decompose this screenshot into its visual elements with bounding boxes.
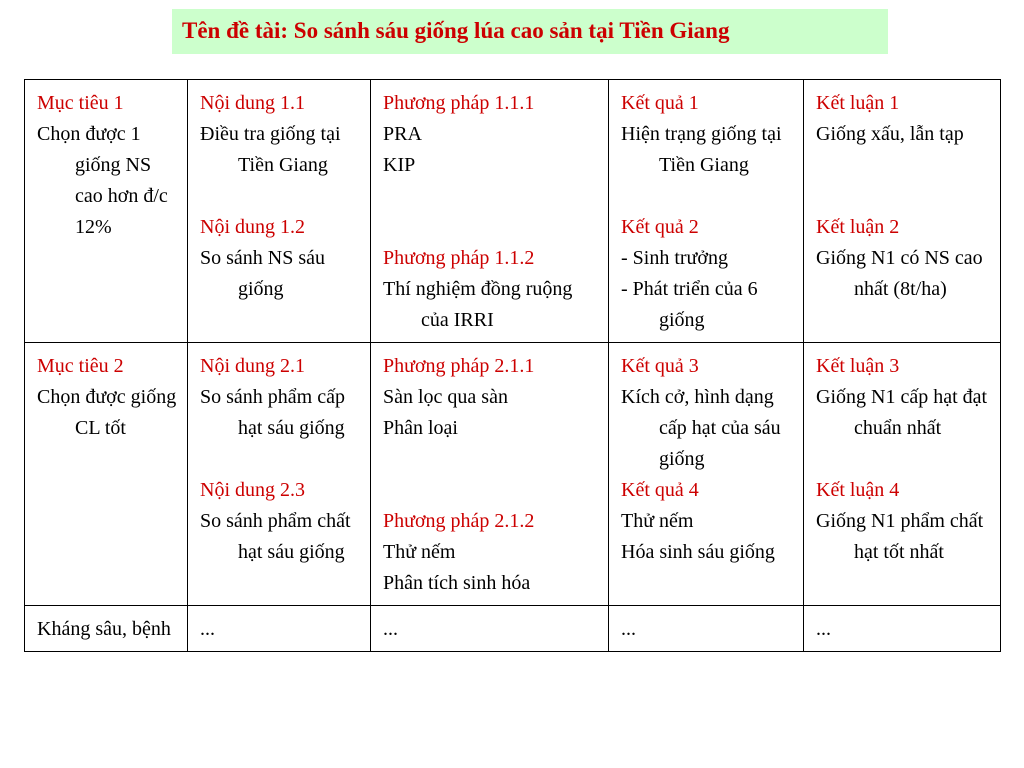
table-row [25,80,1001,343]
cell-ellipsis [371,606,609,652]
cell-heading: Nội dung 2.1 [200,355,305,377]
cell-line: Phân loại [383,417,458,439]
cell-text: Giống N1 phẩm chất hạt tốt nhất [816,510,984,563]
cell-muc-tieu-2 [25,343,188,606]
table-row [25,606,1001,652]
cell-heading: Mục tiêu 2 [37,355,124,377]
cell-text: Giống N1 cấp hạt đạt chuẩn nhất [816,386,988,439]
cell-ellipsis [804,606,1001,652]
cell-khang-sau [25,606,188,652]
cell-heading: Nội dung 1.2 [200,216,305,238]
cell-heading: Phương pháp 2.1.1 [383,355,535,377]
cell-heading: Kết luận 4 [816,479,900,501]
cell-ket-qua-1 [609,80,804,343]
cell-ket-qua-2 [609,343,804,606]
cell-heading: Nội dung 2.3 [200,479,305,501]
cell-phuong-phap-2 [371,343,609,606]
table-row [25,343,1001,606]
cell-heading: Kết luận 2 [816,216,900,238]
cell-phuong-phap-1 [371,80,609,343]
cell-line: Sàn lọc qua sàn [383,386,508,408]
cell-text: So sánh phẩm chất hạt sáu giống [200,510,351,563]
cell-text: So sánh phẩm cấp hạt sáu giống [200,386,345,439]
cell-ellipsis [609,606,804,652]
cell-heading: Kết quả 2 [621,216,699,238]
cell-text: ... [200,618,215,640]
cell-heading: Mục tiêu 1 [37,92,124,114]
cell-heading: Kết luận 3 [816,355,900,377]
cell-line: KIP [383,154,416,176]
cell-heading: Kết quả 3 [621,355,699,377]
cell-noi-dung-1 [188,80,371,343]
cell-text: Hiện trạng giống tại Tiền Giang [621,123,782,176]
cell-text: Giống xấu, lẫn tạp [816,123,964,145]
cell-text: Thí nghiệm đồng ruộng của IRRI [383,278,573,331]
cell-text: So sánh NS sáu giống [200,247,326,300]
cell-line: PRA [383,123,422,145]
cell-text: Chọn được giống CL tốt [37,386,177,439]
cell-text: Chọn được 1 giống NS cao hơn đ/c 12% [37,123,168,238]
cell-heading: Phương pháp 1.1.1 [383,92,535,114]
cell-heading: Phương pháp 2.1.2 [383,510,535,532]
cell-muc-tieu-1 [25,80,188,343]
cell-text: ... [621,618,636,640]
cell-text: Kích cở, hình dạng cấp hạt của sáu giống [621,386,781,470]
cell-text: ... [816,618,831,640]
cell-text: - Phát triển của 6 giống [621,278,758,331]
page-title: Tên đề tài: So sánh sáu giống lúa cao sản tại Tiền Giang [182,18,730,43]
cell-text: Hóa sinh sáu giống [621,541,775,563]
cell-text: Điều tra giống tại Tiền Giang [200,123,341,176]
cell-line: Thử nếm [621,510,694,532]
cell-line: Phân tích sinh hóa [383,572,531,594]
cell-line: - Sinh trưởng [621,247,728,269]
research-table [24,79,1001,652]
cell-heading: Nội dung 1.1 [200,92,305,114]
cell-ellipsis [188,606,371,652]
cell-noi-dung-2 [188,343,371,606]
title-banner [172,9,888,54]
cell-ket-luan-1 [804,80,1001,343]
cell-text: Giống N1 có NS cao nhất (8t/ha) [816,247,983,300]
cell-heading: Kết quả 4 [621,479,699,501]
cell-line: Thử nếm [383,541,456,563]
cell-text: Kháng sâu, bệnh [37,618,171,640]
cell-text: ... [383,618,398,640]
cell-heading: Kết luận 1 [816,92,900,114]
cell-heading: Phương pháp 1.1.2 [383,247,535,269]
cell-heading: Kết quả 1 [621,92,699,114]
cell-ket-luan-2 [804,343,1001,606]
